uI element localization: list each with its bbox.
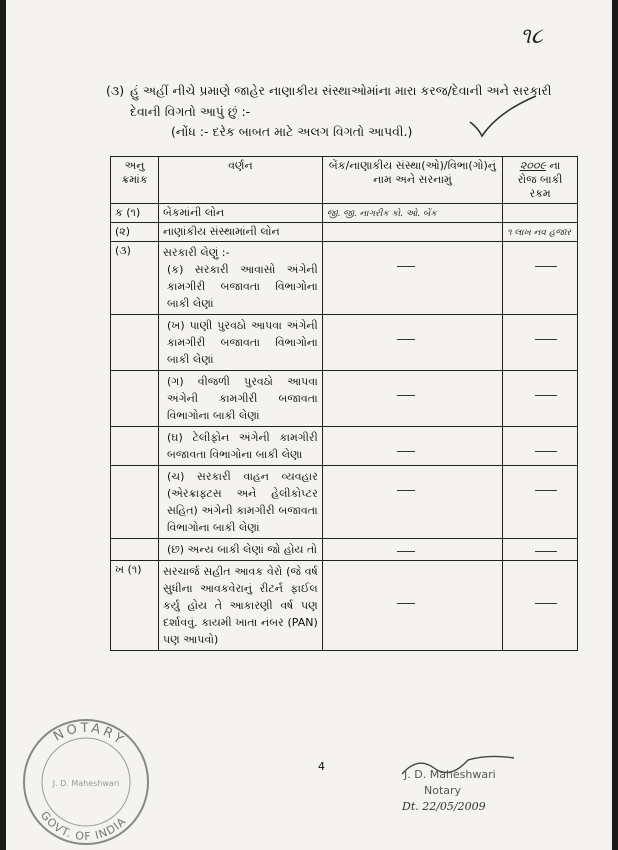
row-amount — [503, 204, 578, 223]
row-institution — [322, 315, 502, 371]
row-number — [111, 539, 159, 561]
header-description: વર્ણન — [159, 157, 323, 204]
row-amount — [503, 427, 578, 466]
dash-mark — [535, 339, 557, 340]
row-amount — [503, 242, 578, 315]
liabilities-table — [110, 156, 578, 651]
row-institution — [322, 223, 502, 242]
stamp-top-text: NOTARY — [51, 720, 128, 750]
dash-mark — [397, 603, 415, 604]
header-amount-rest: રોજ બાકી રકમ — [517, 173, 563, 200]
table-row — [111, 315, 578, 371]
row-institution — [322, 427, 502, 466]
row-number: (૨) — [111, 223, 159, 242]
dash-mark — [397, 395, 415, 396]
table-row — [111, 371, 578, 427]
row-number — [111, 466, 159, 539]
row-description: (ખ) પાણી પુરવઠો આપવા અંગેની કામગીરી બજાવતા વિભાગોના બાકી લેણાં — [159, 315, 323, 371]
row-institution — [322, 371, 502, 427]
row-description-heading: સરકારી લેણું :- — [163, 246, 230, 259]
row-number: (૩) — [111, 242, 159, 315]
dash-mark — [397, 490, 415, 491]
dash-mark — [397, 266, 415, 267]
header-amount — [503, 157, 578, 204]
document-page — [6, 0, 612, 850]
row-description: નાણાંકીય સંસ્થામાંની લોન — [159, 223, 323, 242]
row-amount — [503, 223, 578, 242]
table-row — [111, 242, 578, 315]
footer-page-number: 4 — [318, 760, 325, 773]
row-institution — [322, 466, 502, 539]
dash-mark — [535, 266, 557, 267]
row-description: સરચાર્જ સહીત આવક વેરો (જે વર્ષ સુધીના આવકવેરાનું રીટર્ન ફાઈલ કર્યુ હોય તે આકારણી વર્ષ પણ દર્શાવવું. કાયમી ખાતા નંબર (PAN) પણ આપવો) — [159, 561, 323, 651]
row-number — [111, 371, 159, 427]
header-amount-year: ૨૦૦૯ — [519, 159, 546, 172]
table-row — [111, 561, 578, 651]
row-number — [111, 315, 159, 371]
table-row — [111, 223, 578, 242]
row-institution — [322, 204, 502, 223]
section-note: (નોંધ :- દરેક બાબત માટે અલગ વિગતો આપવી.) — [171, 124, 413, 139]
check-mark-icon — [468, 92, 538, 138]
row-amount — [503, 466, 578, 539]
notary-date: Dt. 22/05/2009 — [402, 800, 486, 813]
notary-signature-block — [398, 750, 568, 820]
row-amount — [503, 561, 578, 651]
handwritten-page-number: ૧૮ — [520, 24, 543, 49]
dash-mark — [535, 551, 557, 552]
row-description: બેંકમાંની લોન — [159, 204, 323, 223]
notary-stamp-seal — [20, 716, 152, 848]
dash-mark — [397, 451, 415, 452]
row-institution — [322, 561, 502, 651]
dash-mark — [397, 551, 415, 552]
row-description-sub: (ક) સરકારી આવાસો અંગેની કામગીરી બજાવતા વિભાગોના બાકી લેણાં — [167, 263, 318, 310]
handwritten-amount: ૧ લાખ નવ હજાર — [507, 228, 572, 238]
stamp-bottom-text: GOVT. OF INDIA — [37, 808, 129, 844]
row-description: (ઘ) ટેલીફોન અંગેની કામગીરી બજાવતા વિભાગોના બાકી લેણા — [159, 427, 323, 466]
table-row — [111, 427, 578, 466]
row-description: (ગ) વીજળી પુરવઠો આપવા અંગેની કામગીરી બજાવતા વિભાગોના બાકી લેણાં — [159, 371, 323, 427]
table-row — [111, 539, 578, 561]
handwritten-institution: જી. જી. નાગરીક કો. ઓ. બેંક — [326, 209, 437, 219]
table-row — [111, 204, 578, 223]
stamp-center-text: J. D. Maheshwari — [52, 779, 120, 788]
row-number — [111, 427, 159, 466]
row-institution — [322, 242, 502, 315]
row-amount — [503, 371, 578, 427]
notary-name: J. D. Maheshwari — [404, 768, 496, 781]
row-number: ક (૧) — [111, 204, 159, 223]
dash-mark — [535, 451, 557, 452]
header-institution: બેંક/નાણાકીય સંસ્થા(ઓ)/વિભા(ગો)નું નામ અને સરનામું — [322, 157, 502, 204]
table-header-row — [111, 157, 578, 204]
dash-mark — [397, 339, 415, 340]
row-amount — [503, 315, 578, 371]
row-number: ખ (૧) — [111, 561, 159, 651]
row-description: (ચ) સરકારી વાહન વ્યવહાર (એરક્રાફ્ટસ અને હેલીકોપ્ટર સહિત) અંગેની કામગીરી બજાવતા વિભાગોના બાકી લેણાં — [159, 466, 323, 539]
row-amount — [503, 539, 578, 561]
header-amount-suffix: ના — [549, 159, 561, 172]
dash-mark — [535, 395, 557, 396]
table-row — [111, 466, 578, 539]
row-institution — [322, 539, 502, 561]
section-number: (૩) — [106, 83, 125, 98]
dash-mark — [535, 603, 557, 604]
notary-title: Notary — [424, 784, 462, 797]
header-serial: અનુ ક્રમાંક — [111, 157, 159, 204]
dash-mark — [535, 490, 557, 491]
row-description: (છ) અન્ય બાકી લેણાં જો હોય તો — [159, 539, 323, 561]
row-description — [159, 242, 323, 315]
section-text: હું અહીં નીચે પ્રમાણે જાહેર નાણાકીય સંસ્થાઓમાંના મારા કરજ/દેવાની અને સરકારી દેવાની વિગતો આપું છું :- — [130, 83, 552, 119]
